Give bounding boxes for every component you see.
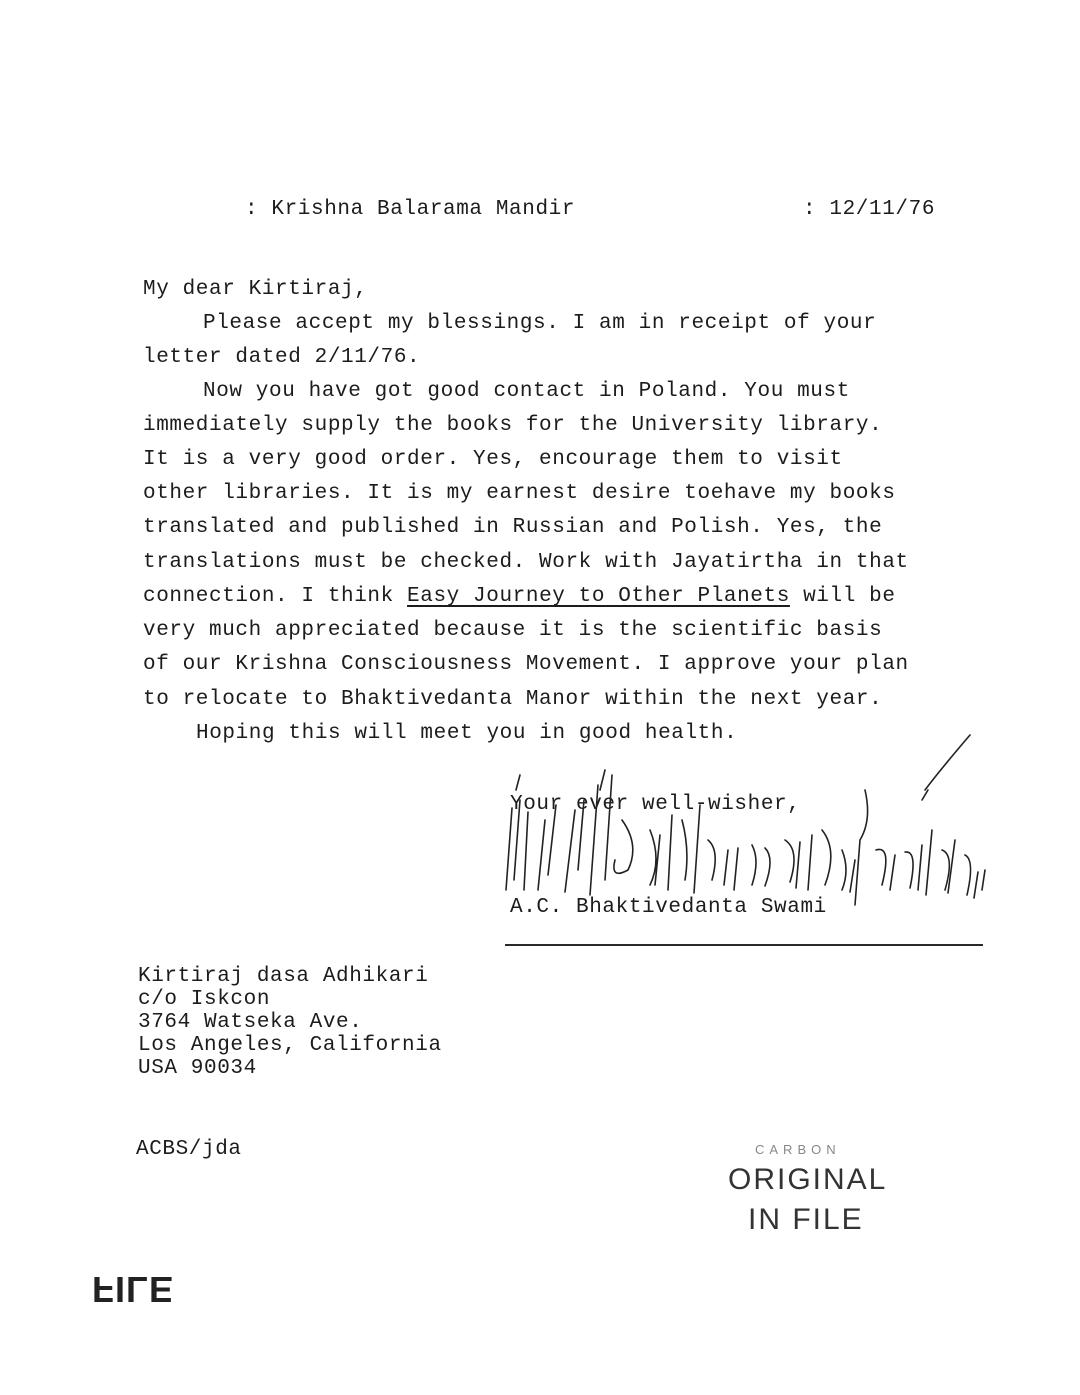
address-line: c/o Iskcon xyxy=(138,988,271,1011)
header-date: : 12/11/76 xyxy=(803,198,936,221)
body-line: to relocate to Bhaktivedanta Manor within the next year. xyxy=(143,688,883,711)
address-line: 3764 Watseka Ave. xyxy=(138,1011,363,1034)
file-stamp: FILE xyxy=(92,1269,174,1310)
body-text: will be xyxy=(789,585,896,608)
address-line: Kirtiraj dasa Adhikari xyxy=(138,965,429,988)
address-line: USA 90034 xyxy=(138,1057,257,1080)
body-text: connection. I think xyxy=(143,585,408,608)
address-line: Los Angeles, California xyxy=(138,1034,442,1057)
original-stamp-line2: IN FILE xyxy=(748,1203,864,1236)
body-line: other libraries. It is my earnest desire toehave my books xyxy=(143,482,896,505)
body-line xyxy=(143,585,896,608)
body-line: of our Krishna Consciousness Movement. I approve your plan xyxy=(143,653,909,676)
valediction: Your ever well-wisher, xyxy=(510,793,801,816)
reference-initials: ACBS/jda xyxy=(136,1138,242,1161)
body-line: letter dated 2/11/76. xyxy=(143,346,421,369)
book-title: Easy Journey to Other Planets xyxy=(407,585,790,608)
body-line: very much appreciated because it is the scientific basis xyxy=(143,619,883,642)
body-line: Now you have got good contact in Poland. You must xyxy=(203,380,850,403)
signer-name: A.C. Bhaktivedanta Swami xyxy=(510,896,827,919)
body-line: Please accept my blessings. I am in receipt of your xyxy=(203,312,877,335)
header-place: : Krishna Balarama Mandir xyxy=(245,198,576,221)
carbon-stamp: CARBON xyxy=(755,1142,841,1157)
salutation: My dear Kirtiraj, xyxy=(143,278,368,301)
body-line: translated and published in Russian and Polish. Yes, the xyxy=(143,516,883,539)
body-line: Hoping this will meet you in good health. xyxy=(196,722,738,745)
original-stamp-line1: ORIGINAL xyxy=(728,1163,888,1196)
body-line: immediately supply the books for the University library. xyxy=(143,414,883,437)
body-line: translations must be checked. Work with Jayatirtha in that xyxy=(143,551,909,574)
signature-rule xyxy=(505,944,983,946)
body-line: It is a very good order. Yes, encourage them to visit xyxy=(143,448,843,471)
